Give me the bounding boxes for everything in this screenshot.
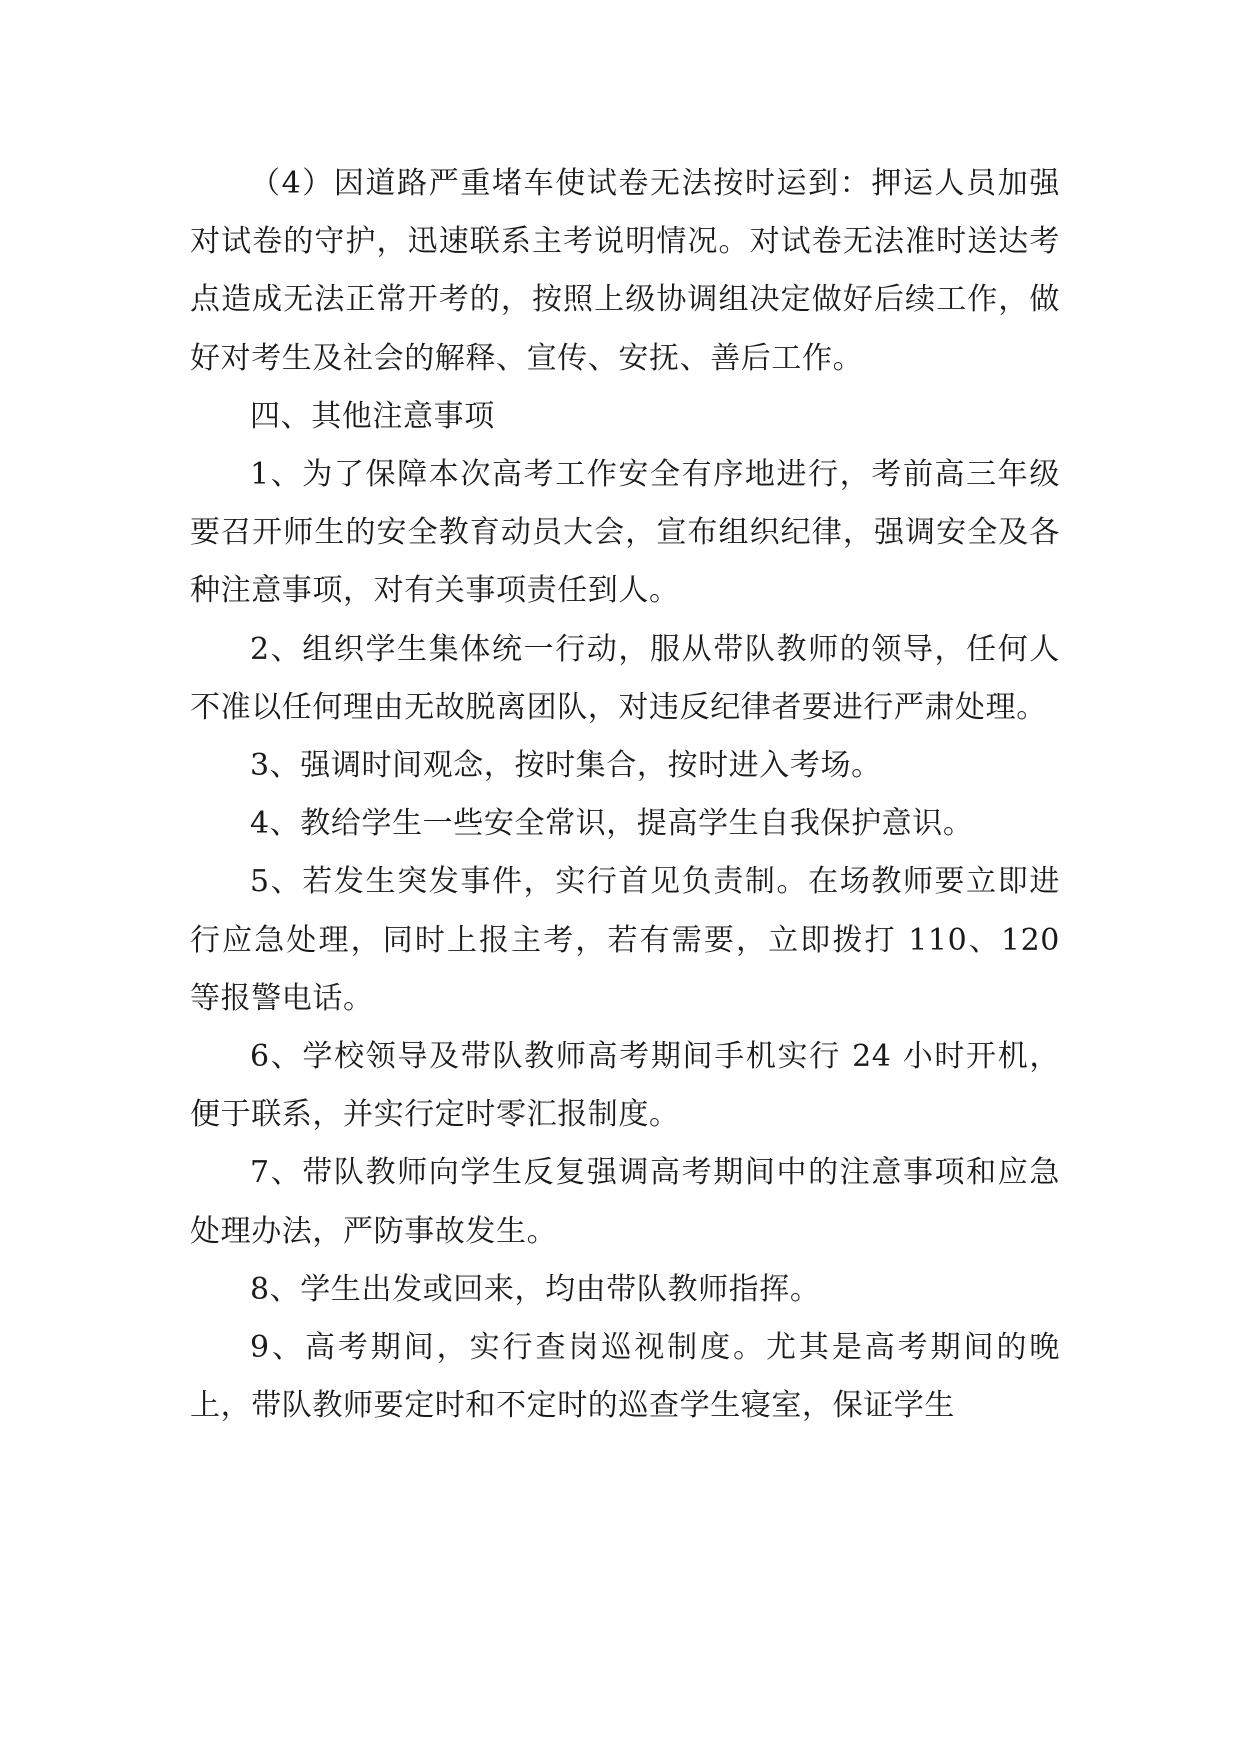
list-item-6: 6、学校领导及带队教师高考期间手机实行 24 小时开机，便于联系，并实行定时零汇报制度。 — [190, 1039, 1060, 1133]
list-item-1: 1、为了保障本次高考工作安全有序地进行，考前高三年级要召开师生的安全教育动员大会，宣布组织纪律，强调安全及各种注意事项，对有关事项责任到人。 — [190, 457, 1060, 609]
document-body — [190, 155, 1060, 1435]
list-item-7: 7、带队教师向学生反复强调高考期间中的注意事项和应急处理办法，严防事故发生。 — [190, 1155, 1060, 1249]
list-item-4: 4、教给学生一些安全常识，提高学生自我保护意识。 — [250, 806, 974, 842]
list-item-2: 2、组织学生集体统一行动，服从带队教师的领导，任何人不准以任何理由无故脱离团队，对违反纪律者要进行严肃处理。 — [190, 631, 1060, 725]
list-item-3: 3、强调时间观念，按时集合，按时进入考场。 — [250, 748, 882, 784]
section-heading-other-notes: 四、其他注意事项 — [250, 398, 495, 434]
paragraph-transport-delay: （4）因道路严重堵车使试卷无法按时运到：押运人员加强对试卷的守护，迅速联系主考说明情况。对试卷无法准时送达考点造成无法正常开考的，按照上级协调组决定做好后续工作，做好对考生及社会的解释、宣传、安抚、善后工作。 — [190, 166, 1060, 376]
list-item-9: 9、高考期间，实行查岗巡视制度。尤其是高考期间的晚上，带队教师要定时和不定时的巡查学生寝室，保证学生 — [190, 1330, 1060, 1424]
list-item-8: 8、学生出发或回来，均由带队教师指挥。 — [250, 1271, 821, 1307]
list-item-5: 5、若发生突发事件，实行首见负责制。在场教师要立即进行应急处理，同时上报主考，若有需要，立即拨打 110、120 等报警电话。 — [190, 864, 1060, 1016]
